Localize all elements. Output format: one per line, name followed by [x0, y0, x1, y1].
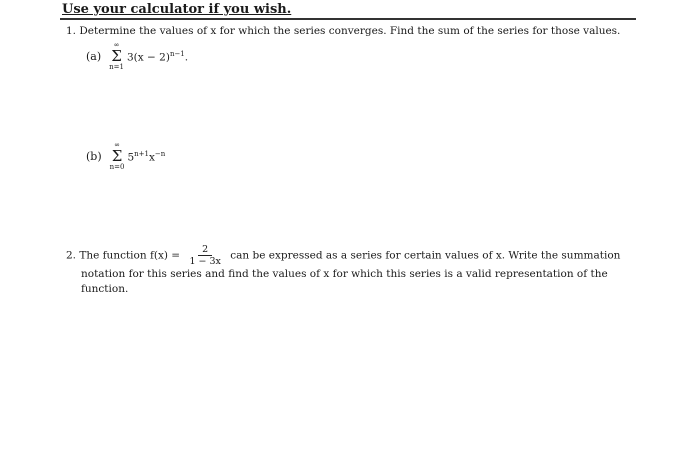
sum-upper-limit: ∞	[113, 41, 120, 49]
expr-exponent-2: −n	[154, 149, 166, 158]
summation-symbol	[110, 142, 125, 171]
question-2-line-3: function.	[81, 283, 129, 295]
series-expression-b	[127, 150, 165, 164]
fraction-denominator: 1 − 3x	[189, 256, 221, 267]
question-2-rest: can be expressed as a series for certain values of x. Write the summation	[230, 249, 621, 262]
part-a-label: (a)	[86, 50, 102, 63]
sum-lower-limit: n=1	[109, 63, 124, 71]
sigma-icon: Σ	[111, 47, 122, 65]
sum-upper-limit: ∞	[114, 141, 120, 149]
part-b-label: (b)	[86, 150, 102, 163]
question-2	[66, 244, 638, 297]
series-expression-a	[127, 50, 188, 64]
expr-base: 5	[127, 151, 135, 164]
question-2-line-2: notation for this series and find the values of x for which this series is a valid representation of the	[81, 268, 608, 280]
page-heading: Use your calculator if you wish.	[62, 2, 292, 17]
question-2-line-1	[66, 244, 638, 267]
expr-exponent: n+1	[134, 149, 149, 158]
summation-symbol	[109, 42, 124, 71]
function-fraction	[187, 244, 222, 267]
expr-base: 3(x − 2)	[126, 51, 170, 64]
expr-exponent: n−1	[169, 49, 185, 58]
expr-tail: .	[184, 51, 189, 64]
heading-divider	[60, 18, 636, 20]
question-2-lead: 2. The function f(x) =	[66, 249, 181, 262]
question-1b	[86, 142, 165, 171]
question-1a	[86, 42, 188, 71]
fraction-numerator: 2	[198, 244, 212, 256]
expr-variable: x	[148, 151, 155, 164]
sum-lower-limit: n=0	[109, 163, 125, 171]
question-1-text: 1. Determine the values of x for which the series converges. Find the sum of the series for those values.	[66, 25, 621, 37]
sigma-icon: Σ	[111, 147, 123, 165]
